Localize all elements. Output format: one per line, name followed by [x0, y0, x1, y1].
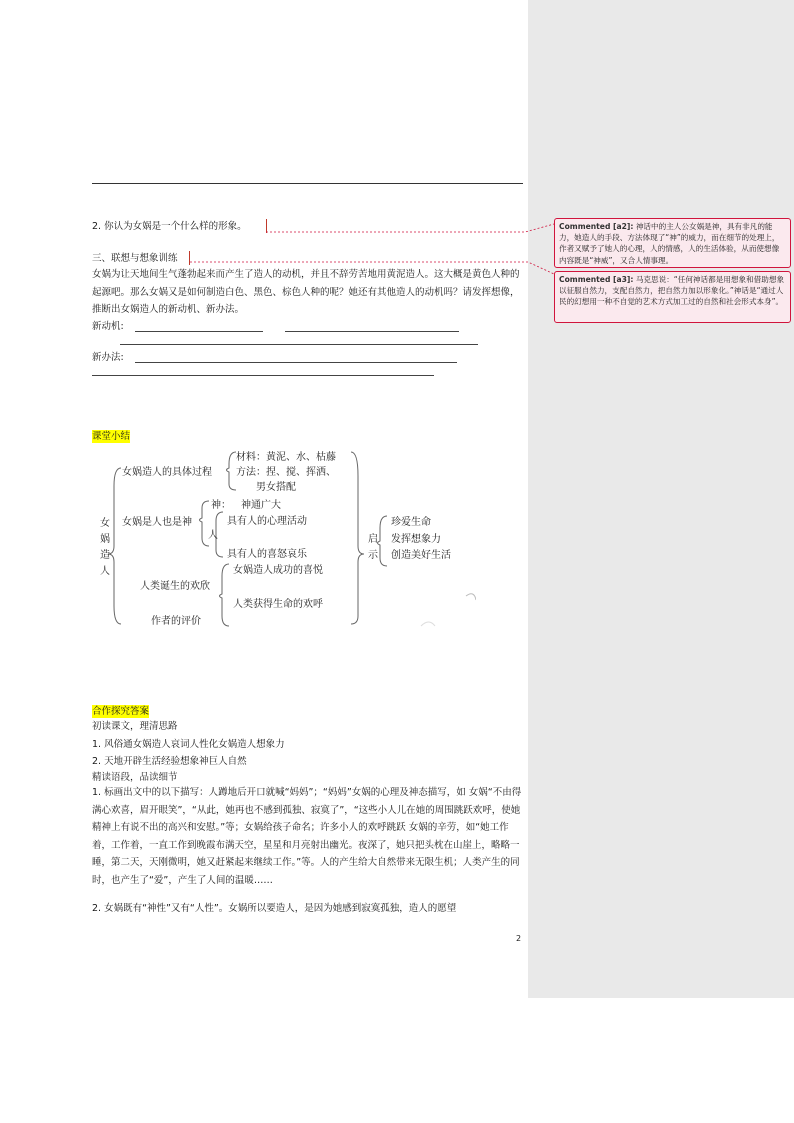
human-emotion: 具有人的喜怒哀乐	[227, 549, 307, 560]
answers-line: 初读课文，理清思路	[92, 721, 178, 732]
branch-author: 作者的评价	[151, 616, 201, 627]
question-2: 2. 你认为女娲是一个什么样的形象。	[92, 221, 247, 232]
answers-paragraph-1: 1. 标画出文中的以下描写：人蹲地后开口就喊“妈妈”；“妈妈”女娲的心理及神态描写，如 女娲“不由得满心欢喜，眉开眼笑”，“从此，她再也不感到孤独、寂寞了”，“这些小人儿在她的周围跳跃欢呼，使她精神上有说不出的高兴和安慰。”等；女娲给孩子命名；许多小人的欢呼跳跃 女娲的辛劳，如“她工作着，工作着，一直工作到晚霞布满天空，星星和月亮射出幽光。夜深了，她只把头枕在山崖上，略略一睡，第二天，天刚微明，她又赶紧起来继续工作。”等。人的产生给大自然带来无限生机；人类产生的同时，也产生了“爱”，产生了人间的温暖……	[92, 787, 522, 886]
success-joy: 女娲造人成功的喜悦	[233, 565, 323, 576]
blank-line	[92, 375, 434, 376]
summary-title: 课堂小结	[92, 431, 131, 442]
branch-birth: 人类诞生的欢欣	[140, 581, 210, 592]
branch-process: 女娲造人的具体过程	[122, 467, 212, 478]
answers-paragraph-2: 2. 女娲既有“神性”又有“人性”。女娲所以要造人，是因为她感到寂寞孤独，造人的愿望	[92, 903, 457, 914]
root-char: 造	[100, 550, 110, 561]
comment-author: Commented [a2]:	[559, 222, 634, 231]
answers-line: 2. 天地开辟生活经验想象神巨人自然	[92, 756, 247, 767]
god-label: 神：	[211, 500, 231, 511]
inspire-char: 示	[368, 550, 378, 561]
summary-diagram	[96, 446, 476, 632]
comment-text: 马克思说：“任何神话都是用想象和借助想象以征服自然力，支配自然力，把自然力加以形象化。”神话是“通过人民的幻想用一种不自觉的艺术方式加工过的自然和社会形式本身”。	[559, 275, 785, 307]
section-heading: 三、联想与想象训练	[92, 253, 178, 264]
comment-a2[interactable]	[554, 218, 791, 268]
answers-line: 1. 风俗通女娲造人哀词人性化女娲造人想象力	[92, 739, 285, 750]
human-label: 人	[208, 530, 218, 541]
answers-title: 合作探究答案	[92, 706, 150, 717]
human-mind: 具有人的心理活动	[227, 516, 307, 527]
root-char: 人	[100, 566, 110, 577]
comment-text: 神话中的主人公女娲是神，具有非凡的能力，她造人的手段、方法体现了“神”的威力，而在细节的处理上，作者又赋予了她人的心理，人的情感，人的生活体验，从而使想像内容既是“神威”，又合人情事理。	[559, 222, 780, 265]
method-line1: 方法：捏、搅、挥洒、	[236, 467, 336, 478]
blank-line	[285, 331, 459, 332]
page-number: 2	[516, 934, 522, 943]
branch-god-human: 女娲是人也是神	[122, 517, 192, 528]
lesson-item: 发挥想象力	[391, 534, 441, 545]
method-label: 新办法:	[92, 352, 124, 363]
lesson-item: 创造美好生活	[391, 550, 451, 561]
comment-a3[interactable]	[554, 271, 791, 323]
motive-label: 新动机:	[92, 321, 124, 332]
blank-line	[135, 362, 457, 363]
answers-line: 精读语段，品读细节	[92, 772, 178, 783]
root-char: 娲	[100, 534, 110, 545]
god-desc: 神通广大	[241, 500, 281, 511]
root-char: 女	[100, 518, 110, 529]
material: 材料：黄泥、水、枯藤	[236, 452, 336, 463]
blank-line	[120, 344, 478, 345]
comment-author: Commented [a3]:	[559, 275, 634, 284]
lesson-item: 珍爱生命	[391, 517, 431, 528]
inspire-char: 启	[368, 534, 378, 545]
blank-line	[135, 331, 263, 332]
method-line2: 男女搭配	[256, 482, 296, 493]
section-body: 女娲为让天地间生气蓬勃起来而产生了造人的动机，并且不辞劳苦地用黄泥造人。这大概是黄色人种的起源吧。那么女娲又是如何制造白色、黑色、棕色人种的呢？她还有其他造人的动机吗？请发挥想像，推断出女娲造人的新动机、新办法。	[92, 269, 520, 315]
life-cheer: 人类获得生命的欢呼	[233, 599, 323, 610]
